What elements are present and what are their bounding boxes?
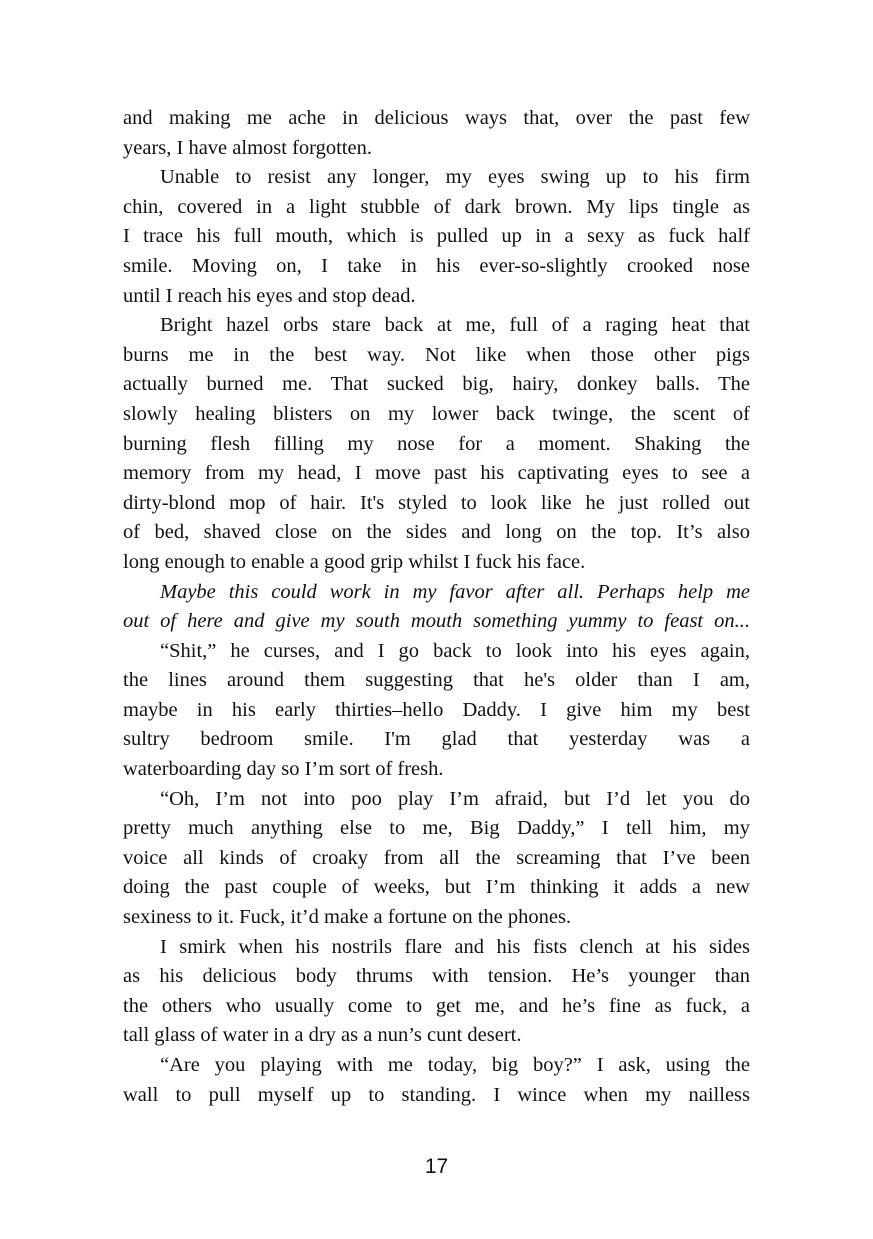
text-line: pretty much anything else to me, Big Daddy,” I tell him, my bbox=[123, 817, 750, 840]
text-line: of bed, shaved close on the sides and long on the top. It’s also bbox=[123, 521, 750, 544]
text-line: I trace his full mouth, which is pulled up in a sexy as fuck half bbox=[123, 225, 750, 248]
text-line: Maybe this could work in my favor after all. Perhaps help me bbox=[160, 580, 750, 603]
paragraph bbox=[123, 1051, 750, 1110]
paragraph bbox=[123, 578, 750, 637]
text-line: burning flesh filling my nose for a moment. Shaking the bbox=[123, 432, 750, 455]
paragraph bbox=[123, 637, 750, 785]
paragraph bbox=[123, 163, 750, 311]
text-line: years, I have almost forgotten. bbox=[123, 136, 372, 159]
paragraph bbox=[123, 311, 750, 577]
text-line: out of here and give my south mouth something yummy to feast on... bbox=[123, 610, 750, 633]
text-line: waterboarding day so I’m sort of fresh. bbox=[123, 758, 444, 781]
text-line: tall glass of water in a dry as a nun’s cunt desert. bbox=[123, 1024, 522, 1047]
page-number: 17 bbox=[424, 1155, 449, 1178]
text-line: Unable to resist any longer, my eyes swing up to his firm bbox=[160, 166, 750, 189]
text-line: doing the past couple of weeks, but I’m thinking it adds a new bbox=[123, 876, 750, 899]
text-line: memory from my head, I move past his captivating eyes to see a bbox=[123, 462, 750, 485]
text-line: until I reach his eyes and stop dead. bbox=[123, 284, 416, 307]
text-line: and making me ache in delicious ways that, over the past few bbox=[123, 107, 750, 129]
text-line: actually burned me. That sucked big, hairy, donkey balls. The bbox=[123, 373, 750, 396]
text-line: long enough to enable a good grip whilst I fuck his face. bbox=[123, 550, 586, 573]
paragraph bbox=[123, 933, 750, 1051]
paragraph bbox=[123, 104, 750, 163]
text-line: sultry bedroom smile. I'm glad that yesterday was a bbox=[123, 728, 750, 751]
text-line: dirty-blond mop of hair. It's styled to look like he just rolled out bbox=[123, 491, 750, 514]
text-line: “Oh, I’m not into poo play I’m afraid, but I’d let you do bbox=[160, 787, 750, 810]
text-line: the lines around them suggesting that he's older than I am, bbox=[123, 669, 750, 692]
text-line: voice all kinds of croaky from all the screaming that I’ve been bbox=[123, 846, 750, 869]
text-line: wall to pull myself up to standing. I wince when my nailless bbox=[123, 1083, 750, 1106]
text-line: maybe in his early thirties–hello Daddy. I give him my best bbox=[123, 698, 750, 721]
text-line: the others who usually come to get me, and he’s fine as fuck, a bbox=[123, 994, 750, 1017]
text-line: chin, covered in a light stubble of dark brown. My lips tingle as bbox=[123, 195, 750, 218]
text-line: “Are you playing with me today, big boy?” I ask, using the bbox=[160, 1054, 750, 1076]
text-line: smile. Moving on, I take in his ever-so-slightly crooked nose bbox=[123, 254, 750, 277]
text-line: sexiness to it. Fuck, it’d make a fortune on the phones. bbox=[123, 906, 572, 929]
text-line: burns me in the best way. Not like when those other pigs bbox=[123, 343, 750, 366]
text-line: “Shit,” he curses, and I go back to look into his eyes again, bbox=[160, 639, 750, 662]
text-line: I smirk when his nostrils flare and his fists clench at his sides bbox=[160, 935, 750, 958]
text-line: Bright hazel orbs stare back at me, full of a raging heat that bbox=[160, 314, 750, 337]
text-line: as his delicious body thrums with tension. He’s younger than bbox=[123, 965, 750, 988]
paragraph bbox=[123, 785, 750, 933]
text-block bbox=[123, 104, 750, 1110]
text-line: slowly healing blisters on my lower back twinge, the scent of bbox=[123, 402, 750, 425]
